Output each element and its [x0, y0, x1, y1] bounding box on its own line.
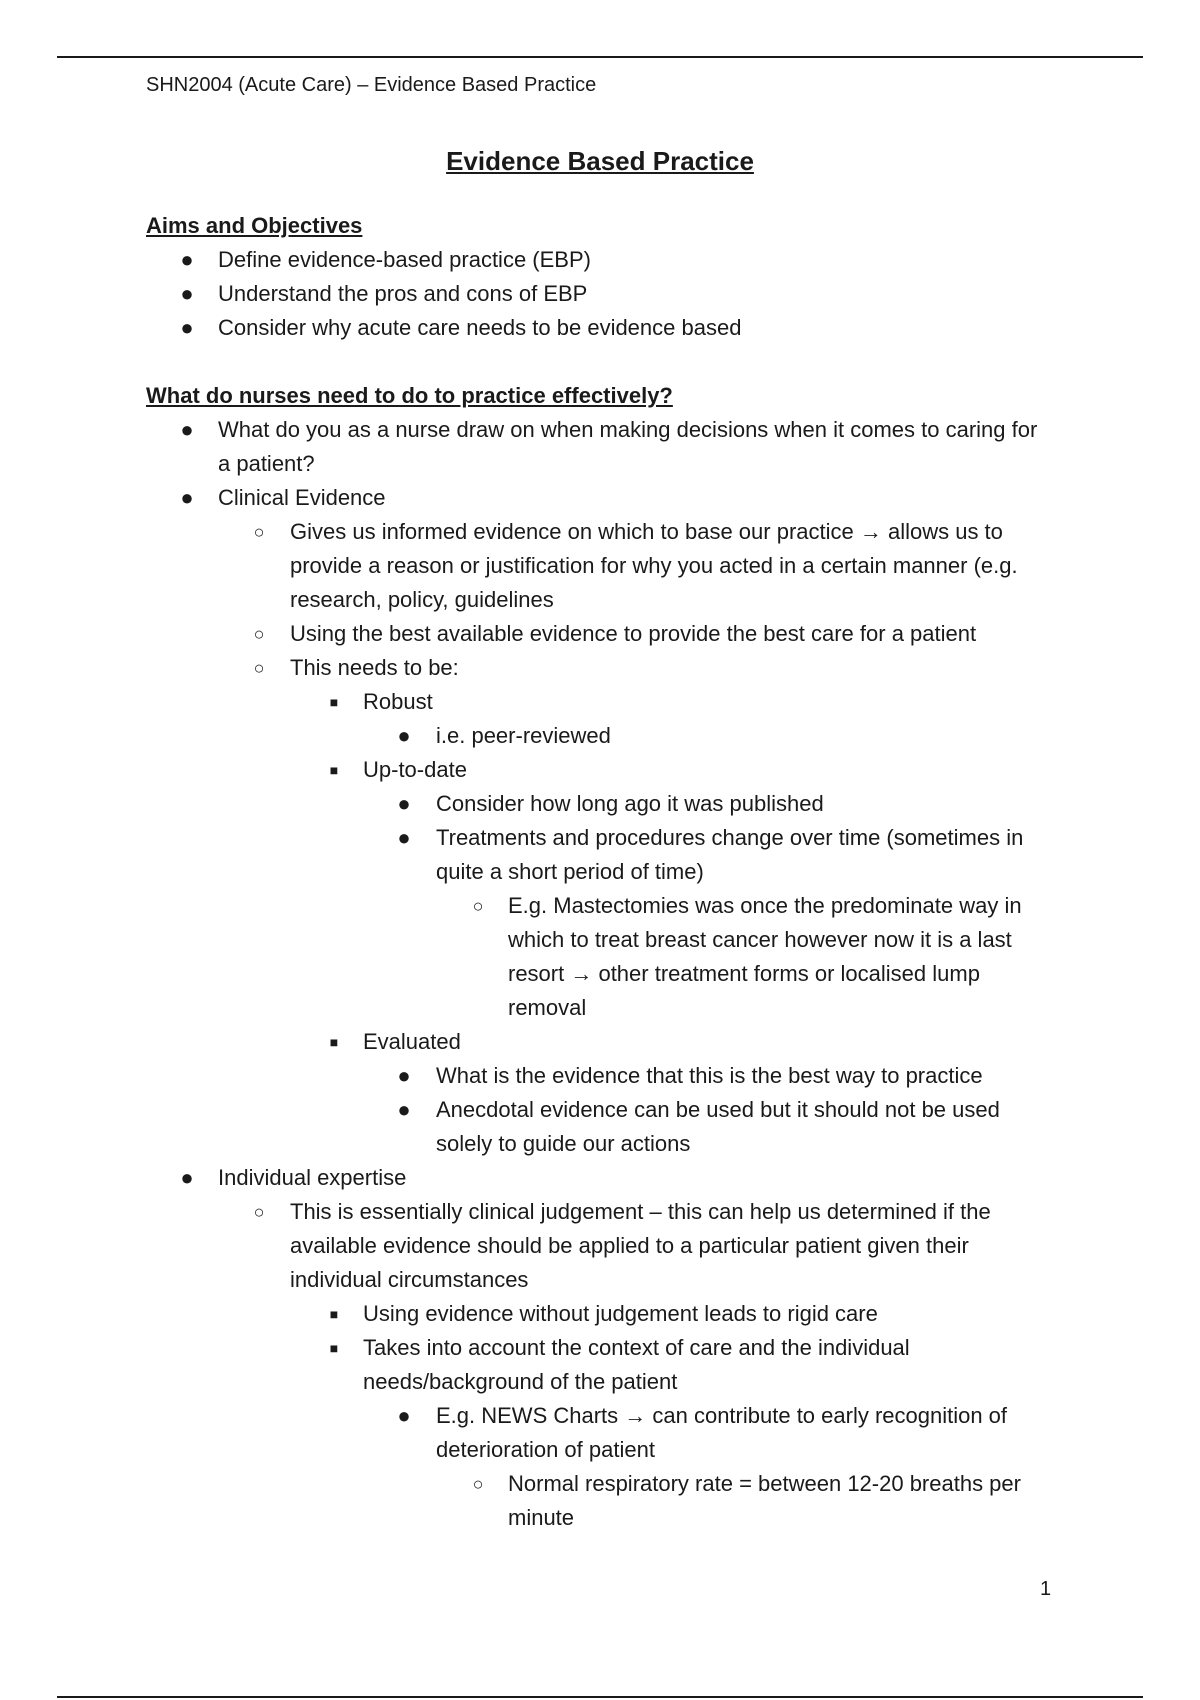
page-number: 1 — [1040, 1578, 1052, 1600]
footer-rule — [57, 1696, 1143, 1698]
bullet-disc-icon: ● — [180, 485, 194, 510]
list-item: ● Understand the pros and cons of EBP — [0, 277, 1048, 311]
list-item: ● Define evidence-based practice (EBP) — [0, 243, 1048, 277]
bullet-circle-icon: ○ — [472, 1474, 484, 1494]
bullet-square-icon: ■ — [329, 694, 339, 710]
bullet-disc-icon: ● — [180, 315, 194, 340]
document-body — [0, 209, 1200, 1535]
bullet-square-icon: ■ — [329, 1340, 339, 1356]
bullet-circle-icon: ○ — [253, 1202, 265, 1222]
bullet-disc-icon: ● — [180, 417, 194, 442]
section-heading-practice: What do nurses need to do to practice effectively? — [146, 383, 673, 408]
list-item: ○ This needs to be: — [0, 651, 1048, 685]
list-item: ● Anecdotal evidence can be used but it should not be used solely to guide our actions — [0, 1093, 1048, 1161]
list-item: ● What is the evidence that this is the best way to practice — [0, 1059, 1048, 1093]
bullet-square-icon: ■ — [329, 762, 339, 778]
bullet-circle-icon: ○ — [253, 522, 265, 542]
list-item: ● E.g. NEWS Charts → can contribute to early recognition of deterioration of patient — [0, 1399, 1048, 1467]
list-item: ■ Up-to-date — [0, 753, 1048, 787]
section-heading-aims: Aims and Objectives — [146, 213, 363, 238]
bullet-disc-icon: ● — [397, 791, 411, 816]
list-item: ● Consider how long ago it was published — [0, 787, 1048, 821]
bullet-disc-icon: ● — [180, 281, 194, 306]
list-item: ● Treatments and procedures change over time (sometimes in quite a short period of time) — [0, 821, 1048, 889]
bullet-disc-icon: ● — [397, 1097, 411, 1122]
bullet-square-icon: ■ — [329, 1034, 339, 1050]
bullet-circle-icon: ○ — [253, 624, 265, 644]
list-item: ■ Takes into account the context of care and the individual needs/background of the patient — [0, 1331, 1048, 1399]
list-item: ■ Robust — [0, 685, 1048, 719]
list-item: ● Individual expertise — [0, 1161, 1048, 1195]
list-item: ● What do you as a nurse draw on when making decisions when it comes to caring for a patient? — [0, 413, 1048, 481]
list-item: ● i.e. peer-reviewed — [0, 719, 1048, 753]
list-item: ○ Using the best available evidence to provide the best care for a patient — [0, 617, 1048, 651]
running-header: SHN2004 (Acute Care) – Evidence Based Practice — [146, 74, 597, 96]
bullet-square-icon: ■ — [329, 1306, 339, 1322]
list-item: ● Clinical Evidence — [0, 481, 1048, 515]
list-item: ○ This is essentially clinical judgement – this can help us determined if the available evidence should be applied to a particular patient given their individual circumstances — [0, 1195, 1048, 1297]
list-item: ○ Normal respiratory rate = between 12-20 breaths per minute — [0, 1467, 1048, 1535]
bullet-circle-icon: ○ — [472, 896, 484, 916]
list-item: ○ E.g. Mastectomies was once the predominate way in which to treat breast cancer however now it is a last resort → other treatment forms or localised lump removal — [0, 889, 1048, 1025]
list-item: ■ Using evidence without judgement leads to rigid care — [0, 1297, 1048, 1331]
bullet-disc-icon: ● — [397, 1403, 411, 1428]
bullet-disc-icon: ● — [397, 1063, 411, 1088]
list-item: ● Consider why acute care needs to be evidence based — [0, 311, 1048, 345]
bullet-disc-icon: ● — [180, 247, 194, 272]
list-item: ■ Evaluated — [0, 1025, 1048, 1059]
document-title: Evidence Based Practice — [446, 146, 754, 176]
header-rule — [57, 56, 1143, 58]
bullet-disc-icon: ● — [397, 723, 411, 748]
bullet-circle-icon: ○ — [253, 658, 265, 678]
list-item: ○ Gives us informed evidence on which to base our practice → allows us to provide a reason or justification for why you acted in a certain manner (e.g. research, policy, guidelines — [0, 515, 1048, 617]
bullet-disc-icon: ● — [180, 1165, 194, 1190]
bullet-disc-icon: ● — [397, 825, 411, 850]
